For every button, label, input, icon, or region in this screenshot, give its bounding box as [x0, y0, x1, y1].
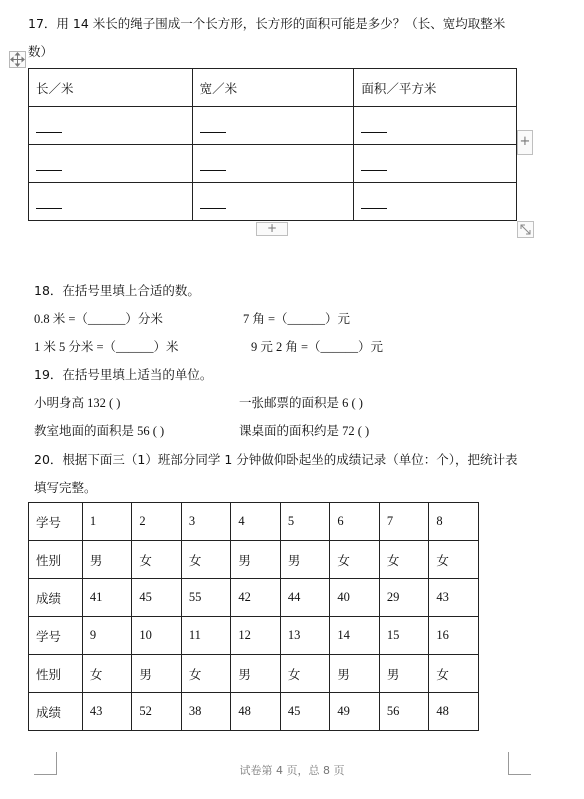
table-cell: 男: [132, 655, 182, 693]
table-cell: 女: [429, 655, 479, 693]
table-cell: 男: [231, 541, 281, 579]
table-cell: 6: [330, 503, 380, 541]
q18-item: 9 元 2 角 =（______）元: [251, 340, 384, 354]
table-row: [29, 145, 517, 183]
table-cell: 4: [231, 503, 281, 541]
header-width: 宽／米: [192, 69, 354, 107]
table-row: [29, 617, 479, 655]
header-length: 长／米: [29, 69, 193, 107]
table-cell: 45: [280, 693, 330, 731]
blank-line: [36, 120, 62, 133]
table-cell: 48: [231, 693, 281, 731]
table-cell: 7: [379, 503, 429, 541]
table-cell: 56: [379, 693, 429, 731]
table-cell: 女: [330, 541, 380, 579]
answer-cell[interactable]: [192, 145, 354, 183]
table-cell: 40: [330, 579, 380, 617]
blank-line: [200, 158, 226, 171]
table-row: [29, 107, 517, 145]
table-cell: 9: [82, 617, 132, 655]
row-header-cell: 学号: [29, 617, 83, 655]
situp-record-table: [28, 502, 479, 731]
q19-item: 一张邮票的面积是 6 ( ): [239, 396, 363, 410]
table-cell: 女: [132, 541, 182, 579]
q18-item: 0.8 米 =（______）分米: [34, 312, 163, 326]
table-cell: 29: [379, 579, 429, 617]
table-resize-handle[interactable]: [517, 221, 534, 238]
header-area: 面积／平方米: [354, 69, 517, 107]
table-cell: 45: [132, 579, 182, 617]
table-cell: 41: [82, 579, 132, 617]
answer-cell[interactable]: [29, 107, 193, 145]
table-cell: 女: [379, 541, 429, 579]
table-cell: 8: [429, 503, 479, 541]
table-cell: 14: [330, 617, 380, 655]
table-cell: 42: [231, 579, 281, 617]
answer-cell[interactable]: [354, 145, 517, 183]
q19-item: 教室地面的面积是 56 ( ): [34, 424, 165, 438]
table-cell: 15: [379, 617, 429, 655]
row-header-cell: 性别: [29, 541, 83, 579]
table-cell: 49: [330, 693, 380, 731]
table-cell: 3: [181, 503, 231, 541]
q20-text-line2: 填写完整。: [34, 480, 97, 495]
blank-line: [36, 196, 62, 209]
answer-cell[interactable]: [29, 183, 193, 221]
q19-item: 课桌面的面积约是 72 ( ): [239, 424, 370, 438]
blank-line: [200, 120, 226, 133]
table-cell: 女: [82, 655, 132, 693]
blank-line: [200, 196, 226, 209]
answer-cell[interactable]: [192, 107, 354, 145]
row-header-cell: 学号: [29, 503, 83, 541]
table-cell: 女: [429, 541, 479, 579]
table-cell: 52: [132, 693, 182, 731]
table-cell: 1: [82, 503, 132, 541]
add-row-button[interactable]: +: [256, 222, 288, 236]
table-cell: 男: [280, 541, 330, 579]
q18-title: 18．在括号里填上合适的数。: [34, 283, 200, 298]
table-cell: 男: [82, 541, 132, 579]
blank-line: [36, 158, 62, 171]
table-cell: 44: [280, 579, 330, 617]
row-header-cell: 性别: [29, 655, 83, 693]
table-cell: 男: [379, 655, 429, 693]
answer-cell[interactable]: [29, 145, 193, 183]
q17-text-line1: 17．用 14 米长的绳子围成一个长方形，长方形的面积可能是多少？（长、宽均取整米: [28, 16, 506, 31]
blank-line: [361, 158, 387, 171]
table-cell: 43: [429, 579, 479, 617]
row-header-cell: 成绩: [29, 579, 83, 617]
table-cell: 5: [280, 503, 330, 541]
resize-diagonal-icon: [518, 222, 533, 237]
q19-title: 19．在括号里填上适当的单位。: [34, 367, 213, 382]
table-cell: 38: [181, 693, 231, 731]
table-header-row: [29, 69, 517, 107]
table-cell: 13: [280, 617, 330, 655]
table-cell: 11: [181, 617, 231, 655]
q17-text-line2: 数）: [28, 44, 54, 59]
table-cell: 女: [280, 655, 330, 693]
page-footer: 试卷第 4 页，总 8 页: [239, 764, 345, 777]
table-row: [29, 579, 479, 617]
table-cell: 55: [181, 579, 231, 617]
row-header-cell: 成绩: [29, 693, 83, 731]
table-cell: 48: [429, 693, 479, 731]
blank-line: [361, 196, 387, 209]
table-cell: 男: [231, 655, 281, 693]
table-cell: 男: [330, 655, 380, 693]
answer-cell[interactable]: [192, 183, 354, 221]
area-table: [28, 68, 517, 221]
table-cell: 43: [82, 693, 132, 731]
table-row: [29, 693, 479, 731]
table-row: [29, 655, 479, 693]
table-move-handle[interactable]: [9, 51, 26, 68]
table-cell: 女: [181, 541, 231, 579]
q18-item: 7 角 =（______）元: [243, 312, 351, 326]
blank-line: [361, 120, 387, 133]
table-row: [29, 541, 479, 579]
table-cell: 16: [429, 617, 479, 655]
add-column-button[interactable]: +: [517, 130, 533, 155]
q20-text-line1: 20．根据下面三（1）班部分同学 1 分钟做仰卧起坐的成绩记录（单位：个），把统计表: [34, 452, 518, 467]
move-icon: [10, 52, 25, 67]
table-cell: 10: [132, 617, 182, 655]
table-cell: 女: [181, 655, 231, 693]
q18-item: 1 米 5 分米 =（______）米: [34, 340, 179, 354]
answer-cell[interactable]: [354, 107, 517, 145]
table-row: [29, 503, 479, 541]
answer-cell[interactable]: [354, 183, 517, 221]
q19-item: 小明身高 132 ( ): [34, 396, 121, 410]
table-row: [29, 183, 517, 221]
table-cell: 2: [132, 503, 182, 541]
table-cell: 12: [231, 617, 281, 655]
